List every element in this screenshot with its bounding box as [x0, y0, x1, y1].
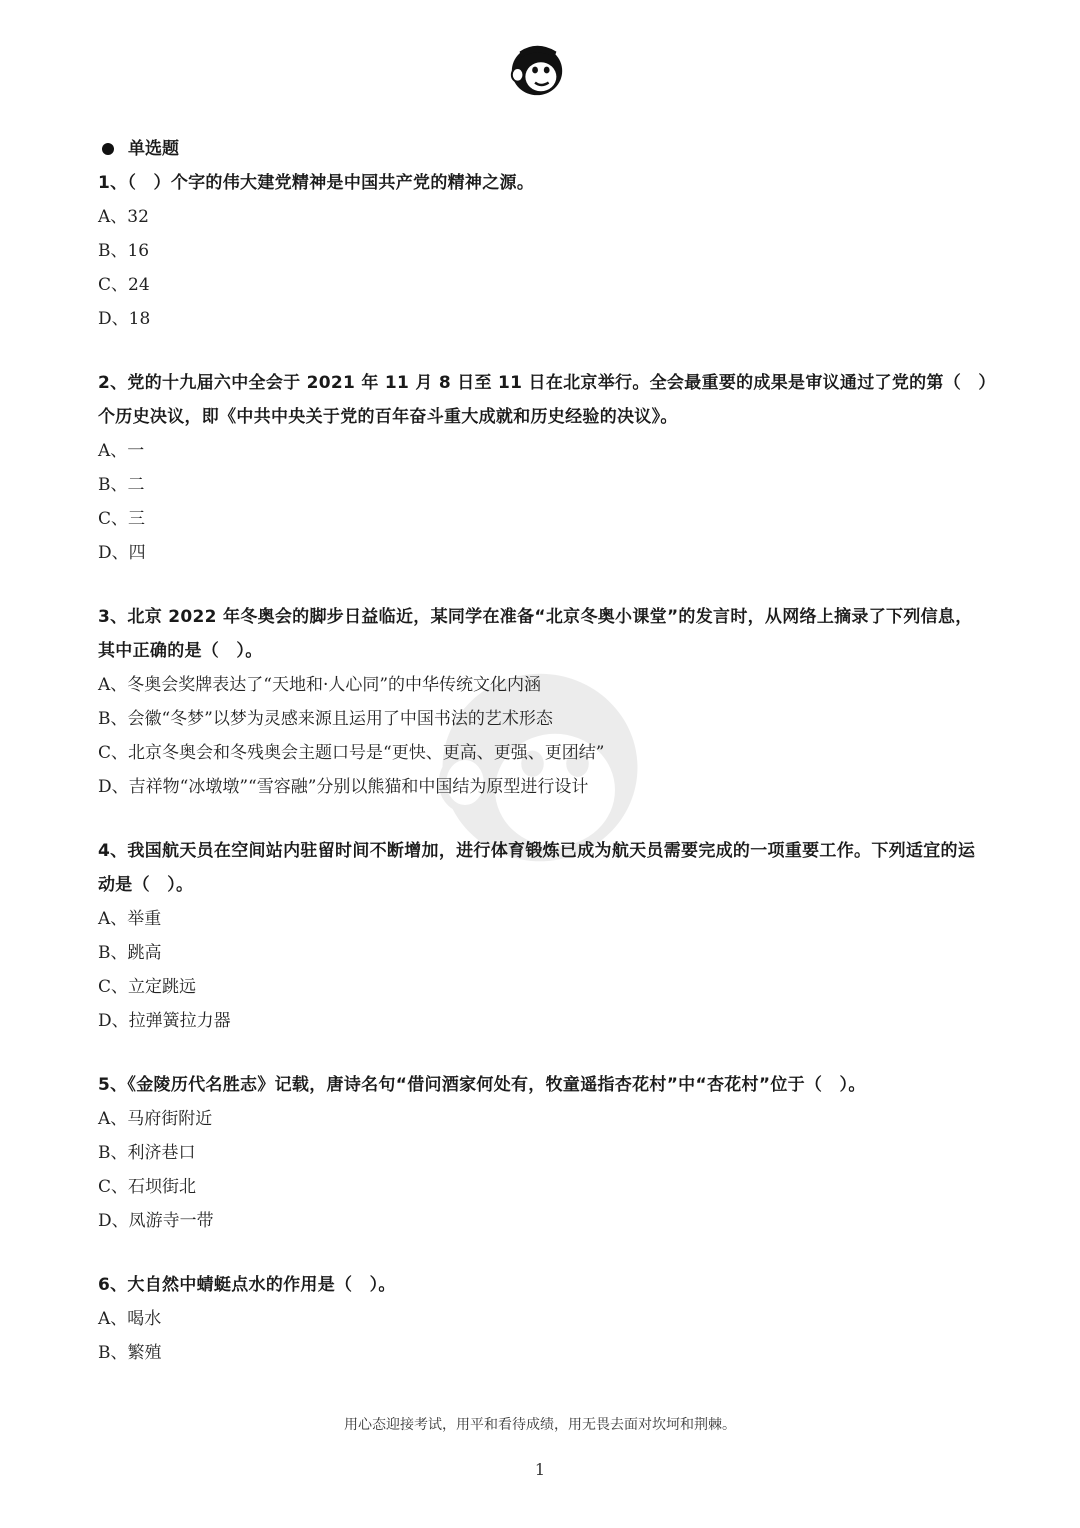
question-3 [98, 600, 988, 804]
option-a: A、冬奥会奖牌表达了“天地和·人心同”的中华传统文化内涵 [98, 675, 542, 695]
question-stem: 4、我国航天员在空间站内驻留时间不断增加，进行体育锻炼已成为航天员需要完成的一项重要工作。下列适宜的运动是（ ）。 [98, 841, 976, 895]
option-d: D、18 [98, 309, 151, 329]
option-c: C、立定跳远 [98, 977, 197, 997]
page-number: 1 [534, 1460, 546, 1479]
option-d: D、凤游寺一带 [98, 1211, 214, 1231]
section-title: 单选题 [128, 139, 179, 159]
option-a: A、马府街附近 [98, 1109, 213, 1129]
option-b: B、利济巷口 [98, 1143, 196, 1163]
option-b: B、跳高 [98, 943, 162, 963]
option-c: C、24 [98, 275, 150, 295]
question-5 [98, 1068, 988, 1238]
option-c: C、石坝街北 [98, 1177, 197, 1197]
option-b: B、繁殖 [98, 1343, 162, 1363]
option-b: B、16 [98, 241, 150, 261]
option-d: D、四 [98, 543, 146, 563]
question-stem: 5、《金陵历代名胜志》记载，唐诗名句“借问酒家何处有，牧童遥指杏花村”中“杏花村”位于（ ）。 [98, 1075, 866, 1095]
bullet-icon [102, 143, 114, 155]
question-stem: 3、北京 2022 年冬奥会的脚步日益临近，某同学在准备“北京冬奥小课堂”的发言时，从网络上摘录了下列信息，其中正确的是（ ）。 [98, 607, 973, 661]
option-d: D、吉祥物“冰墩墩”“雪容融”分别以熊猫和中国结为原型进行设计 [98, 777, 589, 797]
option-a: A、举重 [98, 909, 162, 929]
question-stem: 2、党的十九届六中全会于 2021 年 11 月 8 日至 11 日在北京举行。全会最重要的成果是审议通过了党的第（ ）个历史决议，即《中共中央关于党的百年奋斗重大成就和历史经验的决议》。 [98, 373, 988, 427]
option-d: D、拉弹簧拉力器 [98, 1011, 231, 1031]
question-6 [98, 1268, 988, 1370]
option-c: C、三 [98, 509, 146, 529]
mailchimp-logo-icon [506, 38, 568, 100]
question-1 [98, 166, 988, 336]
option-b: B、会徽“冬梦”以梦为灵感来源且运用了中国书法的艺术形态 [98, 709, 553, 729]
question-4 [98, 834, 988, 1038]
footer-motto: 用心态迎接考试，用平和看待成绩，用无畏去面对坎坷和荆棘。 [344, 1417, 736, 1433]
question-2 [98, 366, 988, 570]
option-a: A、喝水 [98, 1309, 162, 1329]
option-a: A、一 [98, 441, 145, 461]
option-c: C、北京冬奥会和冬残奥会主题口号是“更快、更高、更强、更团结” [98, 743, 605, 763]
question-stem: 6、大自然中蜻蜓点水的作用是（ ）。 [98, 1275, 396, 1295]
exam-content [98, 132, 988, 1400]
option-a: A、32 [98, 207, 149, 227]
question-stem: 1、（ ）个字的伟大建党精神是中国共产党的精神之源。 [98, 173, 535, 193]
option-b: B、二 [98, 475, 145, 495]
section-heading [98, 132, 988, 166]
